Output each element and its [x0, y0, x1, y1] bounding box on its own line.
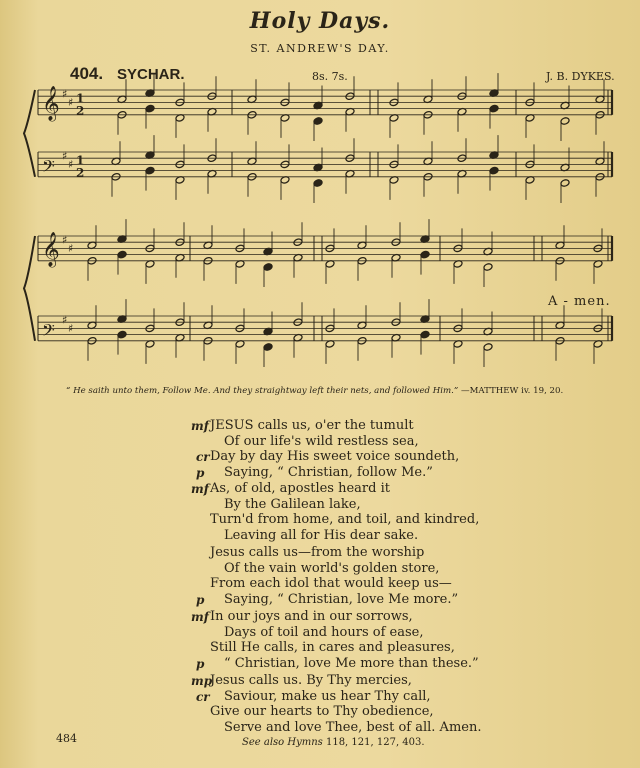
bass-clef-icon: 𝄢 [42, 155, 55, 180]
note-head [560, 117, 570, 126]
verse-line: Still He calls, in cares and pleasures, [210, 640, 455, 655]
time-signature: 2 [76, 103, 85, 118]
verse-line: Of the vain world's golden store, [224, 560, 440, 576]
note-head [483, 343, 493, 352]
verse-line: Leaving all for His dear sake. [224, 527, 419, 543]
sharp-icon: ♯ [62, 313, 68, 327]
verse-line: Serve and love Thee, best of all. Amen. [224, 719, 482, 735]
verse-line: Of our life's wild restless sea, [224, 433, 419, 449]
dynamic-marking: mf [191, 610, 209, 624]
dynamic-marking: mf [191, 482, 209, 496]
composer: J. B. DYKES. [546, 70, 615, 83]
scripture-text: “ He saith unto them, Follow Me. And they straightway left their nets, and followed Him.” [66, 386, 459, 396]
dynamic-marking: p [196, 592, 205, 607]
note-head [420, 250, 430, 259]
note-head [117, 330, 127, 339]
verse-line: Jesus calls us. By Thy mercies, [210, 673, 412, 688]
verse-line: By the Galilean lake, [224, 496, 361, 512]
note-head [145, 104, 155, 113]
sharp-icon: ♯ [68, 158, 74, 172]
note-head [313, 179, 323, 188]
note-head [420, 330, 430, 339]
dynamic-marking: cr [196, 450, 210, 464]
note-head [313, 117, 323, 126]
sharp-icon: ♯ [62, 233, 68, 247]
dynamic-marking: mf [191, 419, 209, 433]
note-head [489, 104, 499, 113]
sharp-icon: ♯ [68, 96, 74, 110]
section-title: Holy Days. [249, 8, 391, 34]
verse-line: JESUS calls us, o'er the tumult [210, 418, 414, 433]
feast-day-heading: ST. ANDREW'S DAY. [250, 42, 390, 55]
verse-line: Day by day His sweet voice soundeth, [210, 449, 460, 464]
verse-line: From each idol that would keep us— [210, 576, 452, 591]
treble-clef-icon: 𝄞 [42, 231, 60, 267]
note-head [489, 166, 499, 175]
sharp-icon: ♯ [68, 242, 74, 256]
note-head [560, 179, 570, 188]
note-head [483, 263, 493, 272]
verse-line: Saviour, make us hear Thy call, [224, 688, 431, 704]
dynamic-marking: p [196, 656, 205, 671]
verse-line: As, of old, apostles heard it [210, 481, 390, 496]
bass-clef-icon: 𝄢 [42, 319, 55, 344]
hymn-number: 404. [70, 64, 104, 83]
verse-line: Saying, “ Christian, love Me more.” [224, 591, 459, 607]
verse-line: Saying, “ Christian, follow Me.” [224, 464, 433, 480]
verse-line: Give our hearts to Thy obedience, [210, 704, 434, 719]
verse-line: Days of toil and hours of ease, [224, 624, 424, 640]
verse-line: Turn'd from home, and toil, and kindred, [210, 512, 480, 527]
page-number: 484 [56, 732, 77, 745]
time-signature: 1 [76, 91, 85, 106]
dynamic-marking: mp [191, 674, 213, 688]
sharp-icon: ♯ [62, 87, 68, 101]
sharp-icon: ♯ [68, 322, 74, 336]
sharp-icon: ♯ [62, 149, 68, 163]
see-also-note [242, 737, 425, 748]
time-signature: 2 [76, 165, 85, 180]
scripture-quote [66, 386, 626, 396]
amen-lyric: A - men. [548, 294, 611, 309]
time-signature: 1 [76, 153, 85, 168]
note-head [263, 343, 273, 352]
verse-line: In our joys and in our sorrows, [210, 609, 413, 624]
verse-line: “ Christian, love Me more than these.” [224, 655, 479, 671]
scripture-reference: —MATTHEW iv. 19, 20. [461, 386, 564, 396]
note-head [145, 166, 155, 175]
see-also-label: See also Hymns [242, 737, 323, 748]
note-head [263, 263, 273, 272]
dynamic-marking: p [196, 465, 205, 480]
see-also-numbers: 118, 121, 127, 403. [325, 737, 425, 748]
treble-clef-icon: 𝄞 [42, 85, 60, 121]
note-head [117, 250, 127, 259]
meter: 8s. 7s. [312, 70, 348, 83]
verse-line: Jesus calls us—from the worship [210, 545, 425, 560]
tune-name: SYCHAR. [117, 66, 185, 83]
system-brace [24, 236, 35, 341]
dynamic-marking: cr [196, 689, 210, 704]
system-brace [24, 90, 35, 177]
